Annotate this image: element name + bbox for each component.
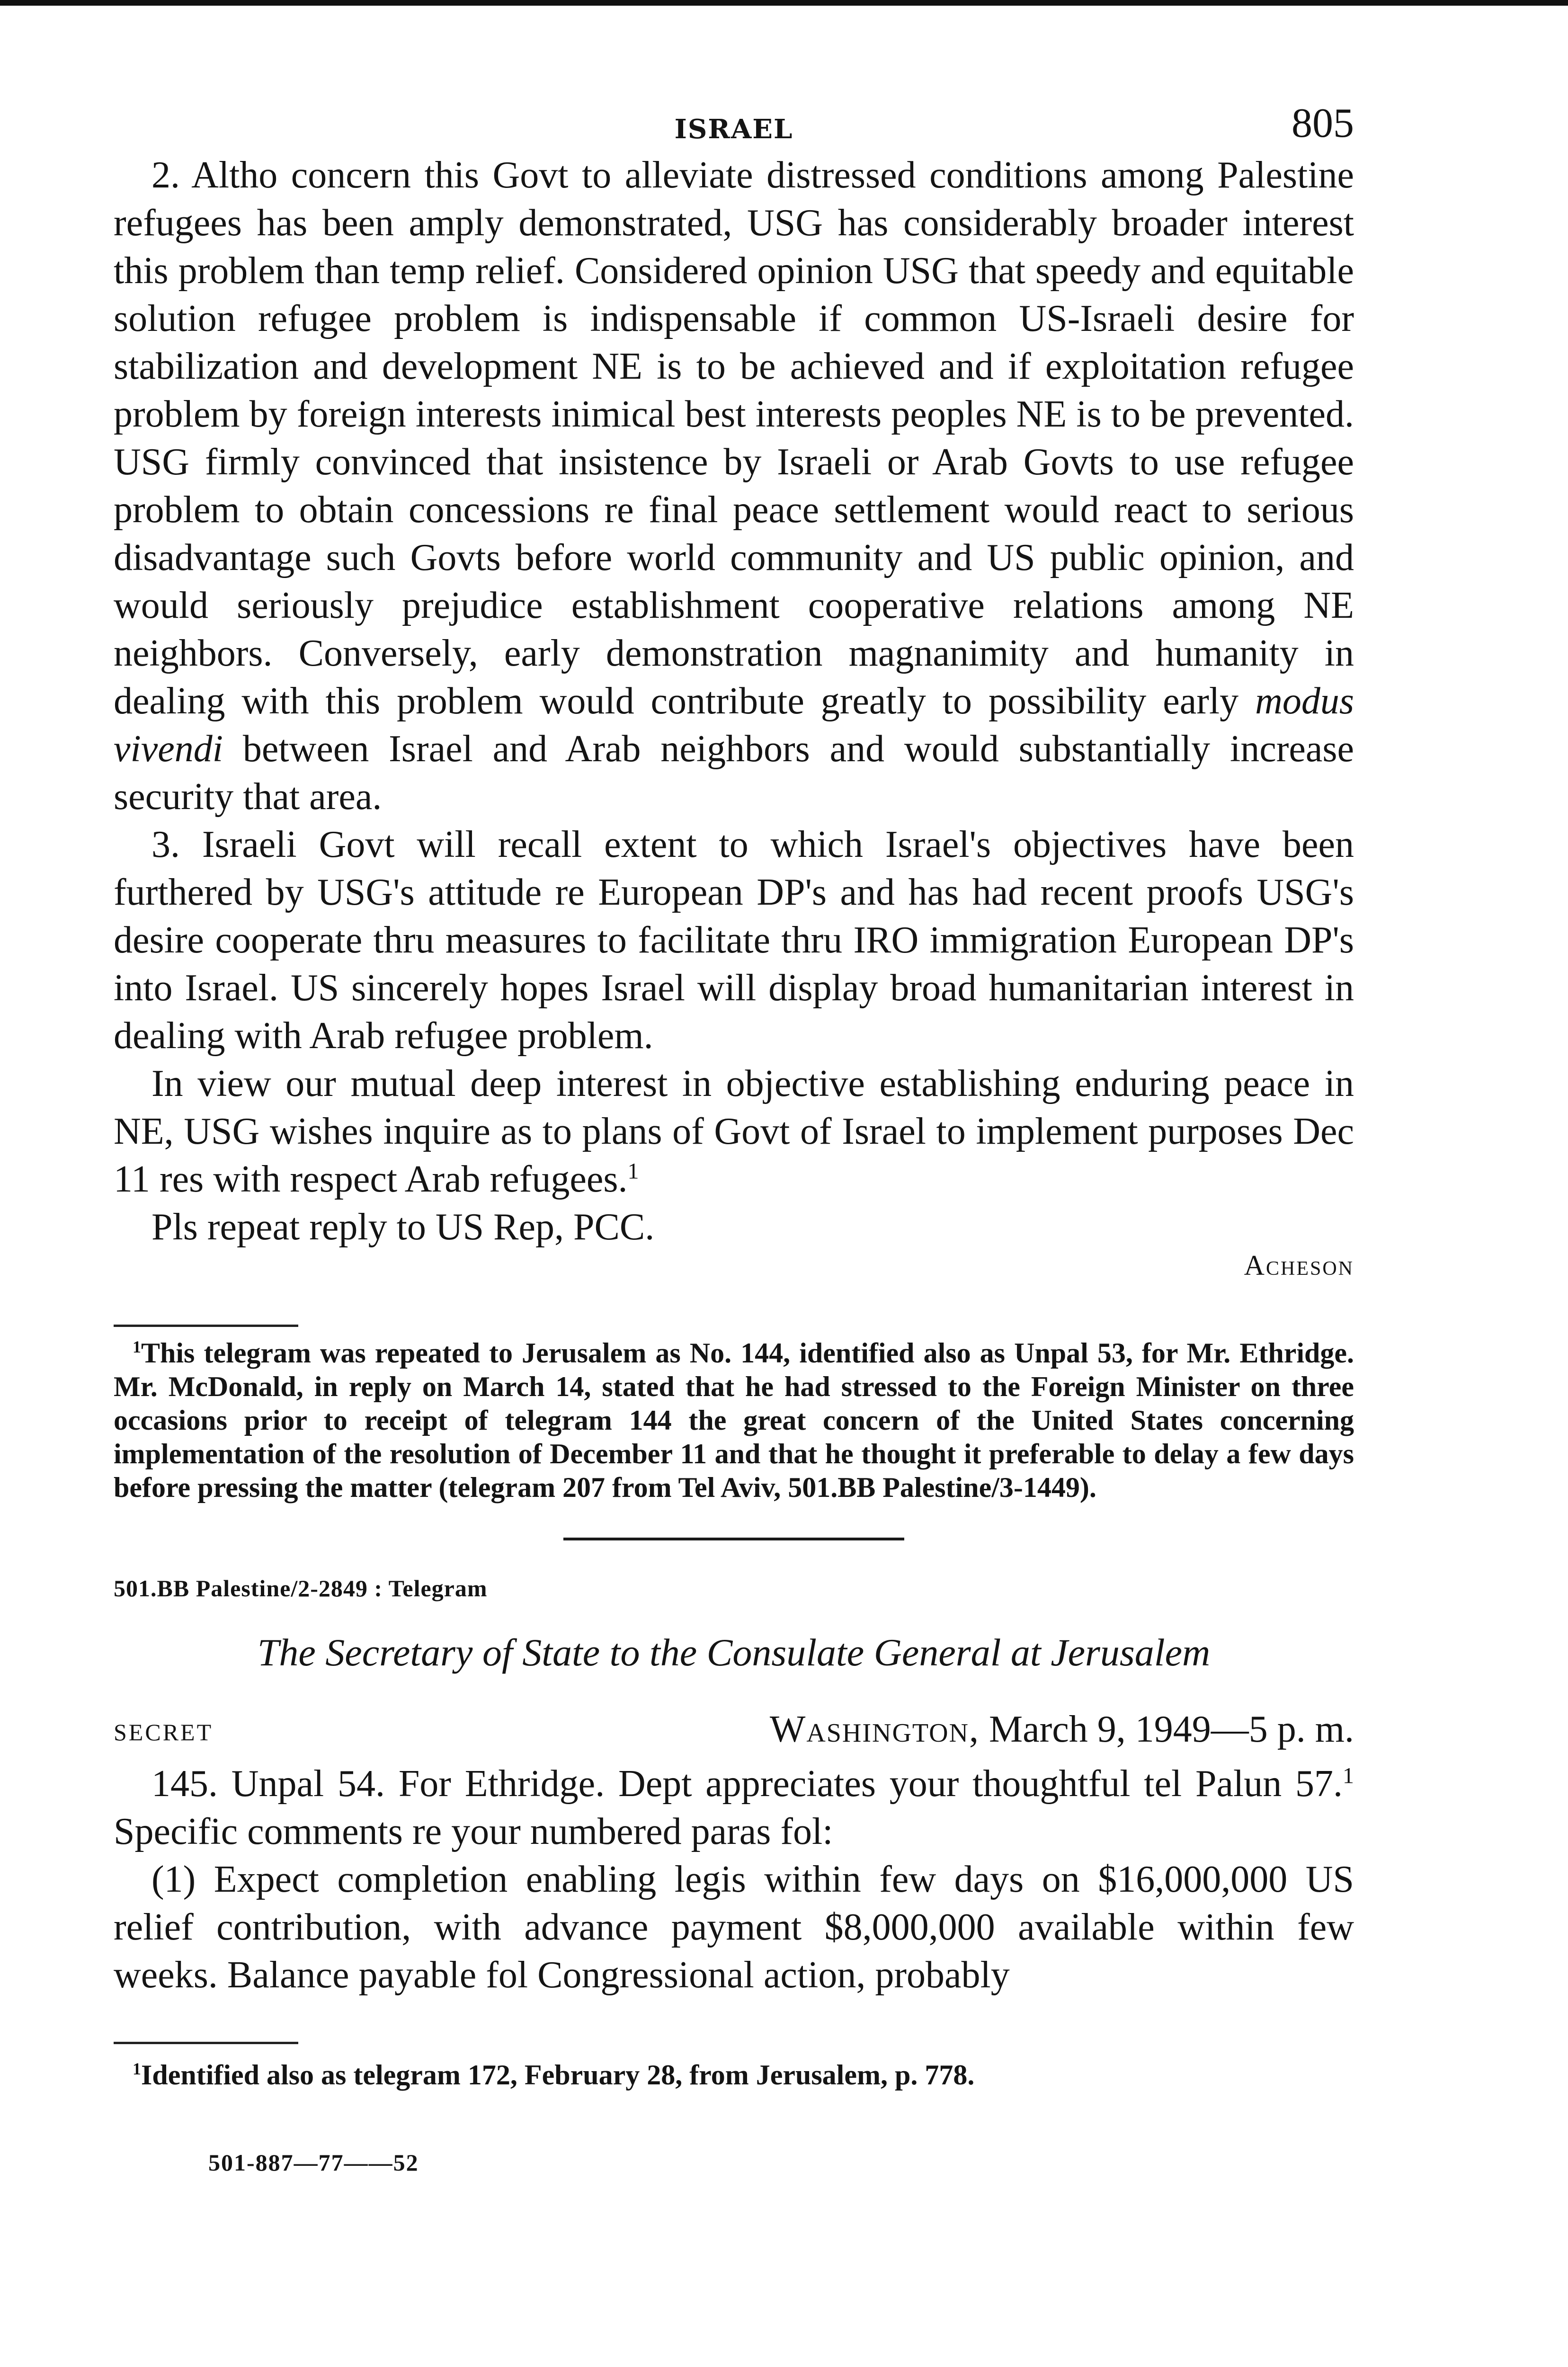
footnote-2-marker: 1: [133, 2059, 141, 2078]
footnote-1-marker: 1: [133, 1337, 141, 1356]
footnote-rule-2: [114, 2042, 298, 2044]
footnote-2: [114, 2058, 1354, 2092]
signature: Acheson: [1244, 1250, 1354, 1281]
footnote-marker-2: 1: [1343, 1763, 1354, 1789]
document-title: The Secretary of State to the Consulate General at Jerusalem: [257, 1631, 1211, 1674]
footnote-rule: [114, 1325, 298, 1327]
top-border-rule: [0, 0, 1568, 6]
paragraph-2-end: between Israel and Arab neighbors and would substantially increase security that area.: [114, 728, 1354, 818]
dateline: [114, 1708, 1354, 1760]
telegram-2-paragraph-1: [114, 1760, 1354, 1856]
paragraph-2-text: 2. Altho concern this Govt to alleviate distressed conditions among Palestine refugees has been amply demonstrated, USG has considerably broader interest this problem than temp relief. Considered opinion USG that speedy and equitable solution refugee problem is indispensable if common US-Israeli desire for stabilization and development NE is to be achieved and if exploitation refugee problem by foreign interests inimical best interests peoples NE is to be prevented. USG firmly convinced that insistence by Israeli or Arab Govts to use refugee problem to obtain concessions re final peace settlement would react to serious disadvantage such Govts before world community and US public opinion, and would seriously prejudice establishment cooperative relations among NE neighbors. Conversely, early demonstration magnanimity and humanity in dealing with this problem would contribute greatly to possibility early: [114, 154, 1354, 722]
page-number: 805: [1292, 100, 1354, 146]
telegram-body: [114, 151, 1354, 1251]
paragraph-5: Pls repeat reply to US Rep, PCC.: [151, 1206, 655, 1248]
footnote-marker: 1: [627, 1158, 639, 1184]
section-separator: [563, 1538, 904, 1540]
telegram-2-paragraph-2: (1) Expect completion enabling legis within few days on $16,000,000 US relief contribution, with advance payment $8,000,000 available within few weeks. Balance payable fol Congressional action, probably: [114, 1859, 1354, 1996]
document-page: [114, 90, 1354, 2176]
printer-imprint: 501-887—77——52: [208, 2149, 419, 2176]
telegram-2-p1-start: 145. Unpal 54. For Ethridge. Dept appreciates your thoughtful tel Palun 57.: [151, 1763, 1343, 1805]
running-head: ISRAEL: [674, 114, 793, 145]
modus-vivendi-phrase: modus vivendi: [114, 680, 1354, 770]
place: Washington,: [769, 1709, 980, 1750]
page-header: [114, 90, 1354, 151]
paragraph-4: [114, 1060, 1354, 1203]
paragraph-3: 3. Israeli Govt will recall extent to which Israel's objectives have been furthered by USG's attitude re European DP's and has had recent proofs USG's desire cooperate thru measures to facilitate thru IRO immigration European DP's into Israel. US sincerely hopes Israel will display broad humanitarian interest in dealing with Arab refugee problem.: [114, 824, 1354, 1057]
paragraph-2: [114, 151, 1354, 821]
paragraph-4-text: In view our mutual deep interest in objective establishing enduring peace in NE, USG wishes inquire as to plans of Govt of Israel to implement purposes Dec 11 res with respect Arab refugees.: [114, 1063, 1354, 1200]
telegram-2-p1-end: Specific comments re your numbered paras fol:: [114, 1811, 833, 1852]
date: March 9, 1949—5 p. m.: [989, 1709, 1354, 1750]
footnote-1-text: This telegram was repeated to Jerusalem as No. 144, identified also as Unpal 53, for Mr. Ethridge. Mr. McDonald, in reply on March 14, stated that he had stressed to the Foreign Minister on three occasions prior to receipt of telegram 144 the great concern of the United States concerning implementation of the resolution of December 11 and that he thought it preferable to delay a few days before pressing the matter (telegram 207 from Tel Aviv, 501.BB Palestine/3-1449).: [114, 1337, 1354, 1503]
classification: SECRET: [114, 1719, 214, 1745]
file-reference: 501.BB Palestine/2-2849 : Telegram: [114, 1575, 488, 1602]
date-place: [770, 1708, 1354, 1751]
telegram-2-body: [114, 1760, 1354, 1999]
footnote-2-text: Identified also as telegram 172, February 28, from Jerusalem, p. 778.: [141, 2059, 975, 2091]
footnote-1: [114, 1336, 1354, 1504]
